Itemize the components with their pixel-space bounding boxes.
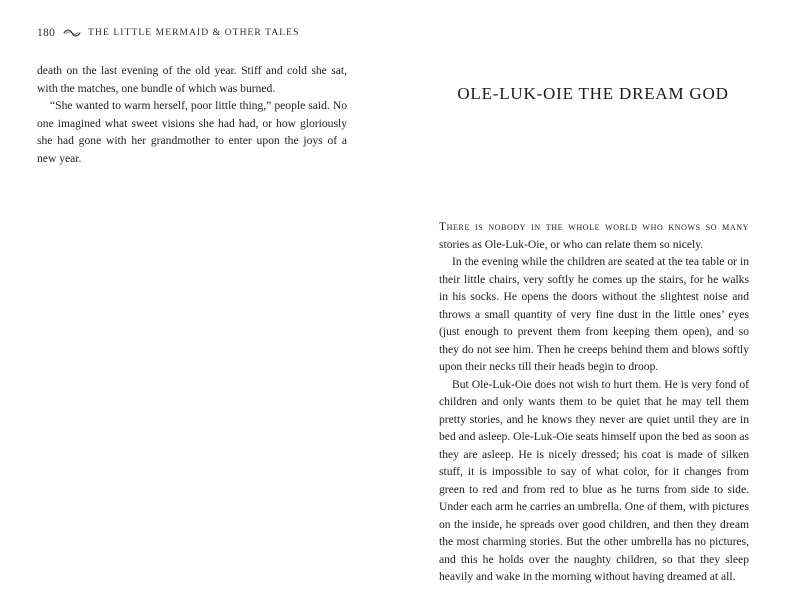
page-number: 180 [37, 27, 56, 39]
paragraph: In the evening while the children are seated at the tea table or in their little chairs, very softly he comes up the stairs, for he walks in his socks. He opens the doors without the slightest noise and throws a small quantity of very fine dust in the little ones’ eyes (just enough to prevent them from keeping them open), and so they do not see him. Then he creeps behind them and blows softly upon their necks till their heads begin to droop. [439, 255, 749, 373]
right-body-text [439, 218, 749, 586]
running-title: THE LITTLE MERMAID & OTHER TALES [88, 28, 300, 38]
opening-paragraph [439, 218, 749, 253]
right-page [393, 0, 786, 600]
left-body-text [37, 62, 347, 167]
paragraph: death on the last evening of the old year. Stiff and cold she sat, with the matches, one bundle of which was burned. [37, 64, 347, 95]
swash-ornament-icon [63, 29, 81, 37]
chapter-title: OLE-LUK-OIE THE DREAM GOD [457, 84, 729, 103]
paragraph: But Ole-Luk-Oie does not wish to hurt them. He is very fond of children and only wants them to be quiet that he may tell them pretty stories, and he knows they never are quiet until they are in bed and asleep. Ole-Luk-Oie seats himself upon the bed as soon as they are asleep. He is nicely dressed; his coat is made of silken stuff, it is impossible to say of what color, for it changes from green to red and from red to blue as he turns from side to side. Under each arm he carries an umbrella. One of them, with pictures on the inside, he spreads over good children, and then they dream the most charming stories. But the other umbrella has no pictures, and this he holds over the naughty children, so that they sleep heavily and wake in the morning without having dreamed at all. [439, 377, 749, 583]
opening-paragraph-rest: stories as Ole-Luk-Oie, or who can relate them so nicely. [439, 237, 704, 251]
running-head [37, 27, 299, 39]
paragraph: “She wanted to warm herself, poor little thing,” people said. No one imagined what sweet visions she had had, or how gloriously she had gone with her grandmother to enter upon the joys of a new year. [37, 99, 347, 165]
small-caps-lead-in: There is nobody in the whole world who knows so many [439, 220, 749, 233]
